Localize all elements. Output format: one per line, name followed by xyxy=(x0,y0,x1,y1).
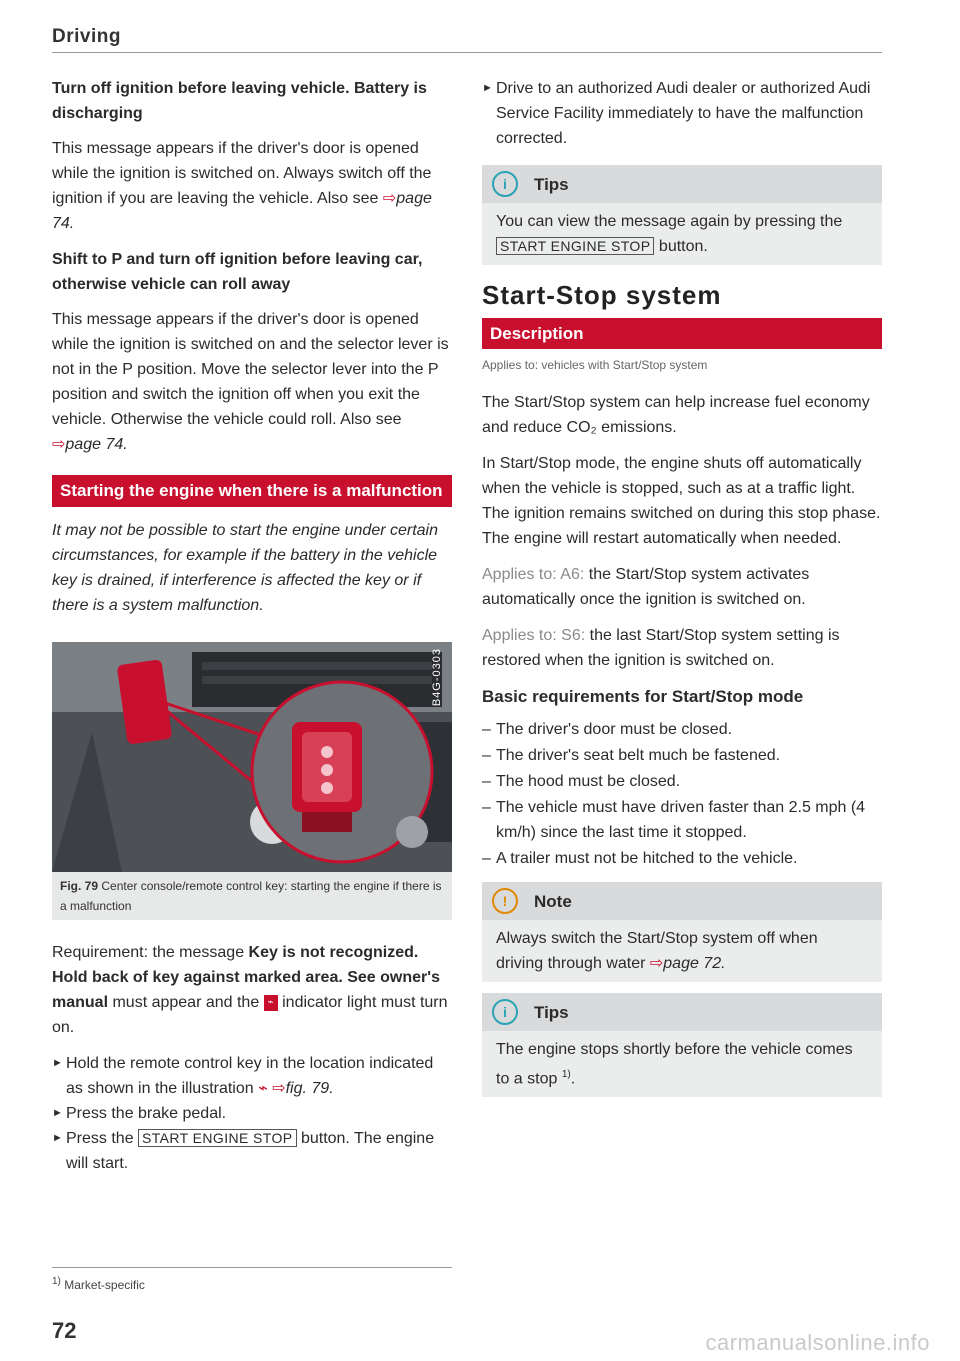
applies-a6-label: Applies to: A6: xyxy=(482,566,585,583)
requirement-text: A trailer must not be hitched to the vehicle. xyxy=(496,850,798,867)
list-item xyxy=(482,76,882,151)
requirement-text: The vehicle must have driven faster than 2.5 mph (4 km/h) since the last time it stopped. xyxy=(496,799,866,841)
dash-bullet: – xyxy=(482,773,491,790)
key-indicator-icon: ⌁ xyxy=(264,995,278,1011)
start-engine-stop-button-label: START ENGINE STOP xyxy=(496,237,654,255)
header-divider xyxy=(52,52,882,53)
applies-s6-label: Applies to: S6: xyxy=(482,627,586,644)
caption-text: Center console/remote control key: starting the engine if there is a malfunction xyxy=(60,879,442,913)
tips-2-text-end: . xyxy=(570,1070,576,1088)
page-ref-link[interactable]: page 72. xyxy=(663,955,726,972)
dash-bullet: – xyxy=(482,721,491,738)
list-item xyxy=(52,1051,452,1101)
steps-list-continued xyxy=(482,76,882,151)
tips-box-body xyxy=(482,1031,882,1097)
message-1-body: This message appears if the driver's door is opened while the ignition is switched on. Always switch off the ignition if you are leaving the vehicle. Also see xyxy=(52,140,432,207)
warning-icon: ! xyxy=(492,888,518,914)
tips-2-text: The engine stops shortly before the vehicle comes to a stop xyxy=(496,1041,853,1088)
triangle-bullet-icon: ► xyxy=(52,1107,63,1119)
arrow-right-icon: ⇨ xyxy=(649,955,664,972)
req-message: Key is not recognized. Hold back of key against marked area. See owner's manual xyxy=(52,944,440,1011)
figure-code: B4G-0303 xyxy=(431,648,443,707)
page-ref-link[interactable]: page 74. xyxy=(65,436,128,453)
figure-caption xyxy=(52,872,452,920)
description-heading: Description xyxy=(482,318,882,349)
requirement-text xyxy=(52,940,452,1040)
note-title: Note xyxy=(534,891,572,911)
paragraph-2: In Start/Stop mode, the engine shuts off automatically when the vehicle is stopped, such as at a traffic light. The ignition remains switched on during this stop phase. The engine will restart automatically when needed. xyxy=(482,455,881,547)
tips-box-body xyxy=(482,203,882,265)
a6-text: the Start/Stop system activates automatically once the ignition is switched on. xyxy=(482,566,810,608)
s6-text: the last Start/Stop system setting is restored when the ignition is switched on. xyxy=(482,627,840,669)
watermark: carmanualsonline.info xyxy=(705,1330,930,1355)
tips-1-text-end: button. xyxy=(654,238,708,255)
info-icon: i xyxy=(492,171,518,197)
start-stop-title: Start-Stop system xyxy=(482,280,722,310)
applies-to-note: Applies to: vehicles with Start/Stop system xyxy=(482,358,708,372)
message-2-body: This message appears if the driver's door is opened while the ignition is switched on and the selector lever is not in the P position. Move the selector lever into the P position and switch the ignition off when you exit the vehicle. Otherwise the vehicle could roll. Also see xyxy=(52,311,449,428)
footnote-mark: 1) xyxy=(52,1276,61,1287)
note-text: Always switch the Start/Stop system off when driving through water xyxy=(496,930,818,972)
triangle-bullet-icon: ► xyxy=(482,82,493,94)
dash-bullet: – xyxy=(482,799,491,816)
tips-box-1 xyxy=(482,165,882,265)
steps-list xyxy=(52,1051,452,1176)
step-1-text: Hold the remote control key in the location indicated as shown in the illustration xyxy=(66,1055,434,1097)
page-ref-link[interactable]: page 74. xyxy=(52,190,432,232)
message-1-text xyxy=(52,136,452,236)
tips-box-2 xyxy=(482,993,882,1097)
list-item xyxy=(482,717,882,742)
dash-bullet: – xyxy=(482,850,491,867)
requirement-text: The driver's door must be closed. xyxy=(496,721,733,738)
list-item xyxy=(52,1126,452,1176)
list-item xyxy=(482,743,882,768)
right-column xyxy=(482,76,882,1108)
note-box-header xyxy=(482,882,882,920)
arrow-right-icon: ⇨ xyxy=(272,1080,286,1097)
step-2-text: Press the brake pedal. xyxy=(66,1105,227,1122)
dealer-step-text: Drive to an authorized Audi dealer or authorized Audi Service Facility immediately to have the malfunction corrected. xyxy=(496,80,871,147)
step-3-text-end: button. The engine will start. xyxy=(66,1130,435,1172)
list-item xyxy=(482,769,882,794)
info-icon: i xyxy=(492,999,518,1025)
footnote-divider xyxy=(52,1267,452,1268)
list-item xyxy=(482,795,882,845)
req-suffix-2: indicator light must turn on. xyxy=(52,994,448,1036)
requirements-list xyxy=(482,717,882,871)
footnote-ref: 1) xyxy=(561,1069,571,1080)
paragraph-s6 xyxy=(482,623,882,673)
fig-ref-link[interactable]: fig. 79. xyxy=(285,1080,334,1097)
requirement-text: The hood must be closed. xyxy=(496,773,681,790)
tips-box-header xyxy=(482,993,882,1031)
triangle-bullet-icon: ► xyxy=(52,1132,63,1144)
footnote-text: Market-specific xyxy=(64,1278,145,1292)
note-box-body xyxy=(482,920,882,982)
note-box xyxy=(482,882,882,982)
start-engine-stop-button-label: START ENGINE STOP xyxy=(138,1129,296,1147)
paragraph-a6 xyxy=(482,562,882,612)
list-item xyxy=(52,1101,452,1126)
triangle-bullet-icon: ► xyxy=(52,1057,63,1069)
figure-79-illustration xyxy=(52,642,452,872)
tips-box-header xyxy=(482,165,882,203)
dash-bullet: – xyxy=(482,747,491,764)
req-prefix: Requirement: the message xyxy=(52,944,249,961)
requirement-text: The driver's seat belt much be fastened. xyxy=(496,747,781,764)
list-item xyxy=(482,846,882,871)
footnote xyxy=(52,1276,145,1292)
section-header: Driving xyxy=(52,26,121,47)
figure-label: Fig. 79 xyxy=(60,879,99,893)
arrow-right-icon: ⇨ xyxy=(52,436,66,453)
requirements-heading: Basic requirements for Start/Stop mode xyxy=(482,687,804,706)
message-2-text xyxy=(52,307,452,457)
message-1-title: Turn off ignition before leaving vehicle. Battery is discharging xyxy=(52,80,427,122)
tips-title: Tips xyxy=(534,1002,569,1022)
page-number: 72 xyxy=(52,1318,77,1343)
section-heading-malfunction: Starting the engine when there is a malfunction xyxy=(52,475,452,507)
paragraph-1: The Start/Stop system can help increase fuel economy and reduce CO₂ emissions. xyxy=(482,394,870,436)
tips-1-text: You can view the message again by pressing the xyxy=(496,213,843,230)
tips-title: Tips xyxy=(534,174,569,194)
left-column xyxy=(52,76,452,1176)
step-3-text: Press the xyxy=(66,1130,139,1147)
arrow-right-icon: ⇨ xyxy=(382,190,397,207)
section-intro: It may not be possible to start the engine under certain circumstances, for example if the battery in the vehicle key is drained, if interference is affected the key or if there is a system malfunction. xyxy=(52,522,439,614)
req-suffix: must appear and the xyxy=(108,994,264,1011)
message-2-title: Shift to P and turn off ignition before leaving car, otherwise vehicle can roll away xyxy=(52,251,423,293)
key-symbol-icon: ⌁ xyxy=(258,1080,268,1097)
